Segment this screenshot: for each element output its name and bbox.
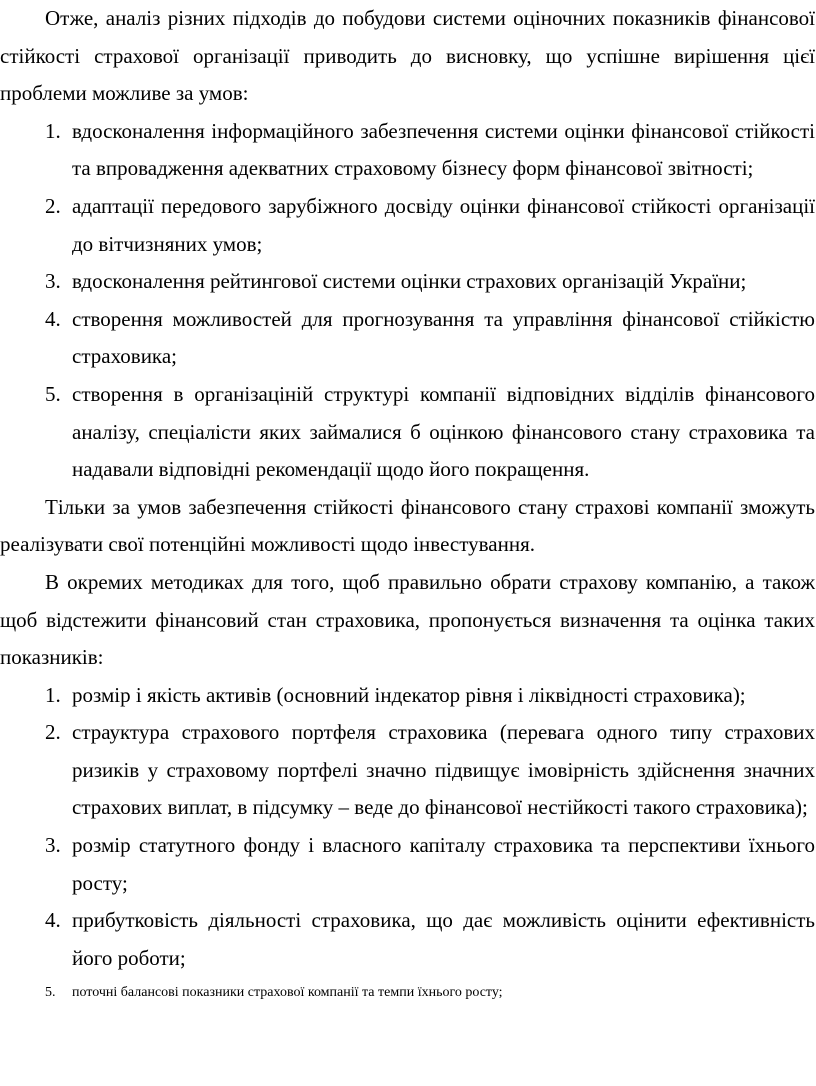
list-item-text: розмір статутного фонду і власного капіталу страховика та перспективи їхнього росту;	[72, 833, 815, 895]
list-item	[0, 188, 816, 263]
list-item-number: 2.	[45, 193, 61, 218]
list-item-text: адаптації передового зарубіжного досвіду оцінки фінансової стійкості організації до вітчизняних умов;	[72, 193, 815, 256]
conditions-list	[0, 113, 816, 489]
list-item-text: створення можливостей для прогнозування та управління фінансової стійкістю страховика;	[72, 306, 815, 369]
list-item	[0, 113, 816, 188]
list-item	[0, 677, 816, 715]
list-item	[0, 827, 816, 902]
list-item-text: поточні балансові показники страхової компанії та темпи їхнього росту;	[72, 985, 503, 1001]
list-item-number: 4.	[45, 908, 61, 933]
list-item-text: вдосконалення інформаційного забезпечення системи оцінки фінансової стійкості та впровадження адекватних страховому бізнесу форм фінансової звітності;	[72, 118, 815, 181]
list-item-number: 1.	[45, 118, 61, 143]
list-item	[0, 902, 816, 977]
list-item	[0, 714, 816, 827]
list-item-number: 1.	[45, 682, 61, 707]
list-item-text: розмір і якість активів (основний індекатор рівня і ліквідності страховика);	[72, 682, 746, 707]
list-item-text: страуктура страхового портфеля страховика (перевага одного типу страхових ризиків у страховому портфелі значно підвищує імовірність здійснення значних страхових виплат, в підсумку – веде до фінансової нестійкості такого страховика);	[72, 720, 815, 820]
list-item-text: вдосконалення рейтингової системи оцінки страхових організацій України;	[72, 269, 747, 294]
list-item-number: 2.	[45, 720, 61, 745]
list-item	[0, 376, 816, 489]
list-item	[0, 983, 816, 1003]
list-item-number: 5.	[45, 985, 56, 1001]
list-item-number: 3.	[45, 833, 61, 858]
list-item-number: 4.	[45, 306, 61, 331]
list-item-number: 5.	[45, 381, 61, 406]
list-item	[0, 301, 816, 376]
indicators-list	[0, 677, 816, 1004]
paragraph-stability: Тільки за умов забезпечення стійкості фінансового стану страхові компанії зможуть реалізувати свої потенційні можливості щодо інвестування.	[0, 494, 815, 557]
list-item-text: прибутковість діяльності страховика, що дає можливість оцінити ефективність його роботи;	[72, 908, 815, 970]
paragraph-conclusion: Отже, аналіз різних підходів до побудови системи оціночних показників фінансової стійкості страхової організації приводить до висновку, що успішне вирішення цієї проблеми можливе за умов:	[0, 6, 815, 106]
list-item-number: 3.	[45, 269, 61, 294]
paragraph-methods: В окремих методиках для того, щоб правильно обрати страхову компанію, а також щоб відстежити фінансовий стан страховика, пропонується визначення та оцінка таких показників:	[0, 569, 815, 670]
list-item-text: створення в організаціній структурі компанії відповідних відділів фінансового аналізу, спеціалісти яких займалися б оцінкою фінансового стану страховика та надавали відповідні рекомендації щодо його покращення.	[72, 381, 815, 482]
list-item	[0, 263, 816, 301]
